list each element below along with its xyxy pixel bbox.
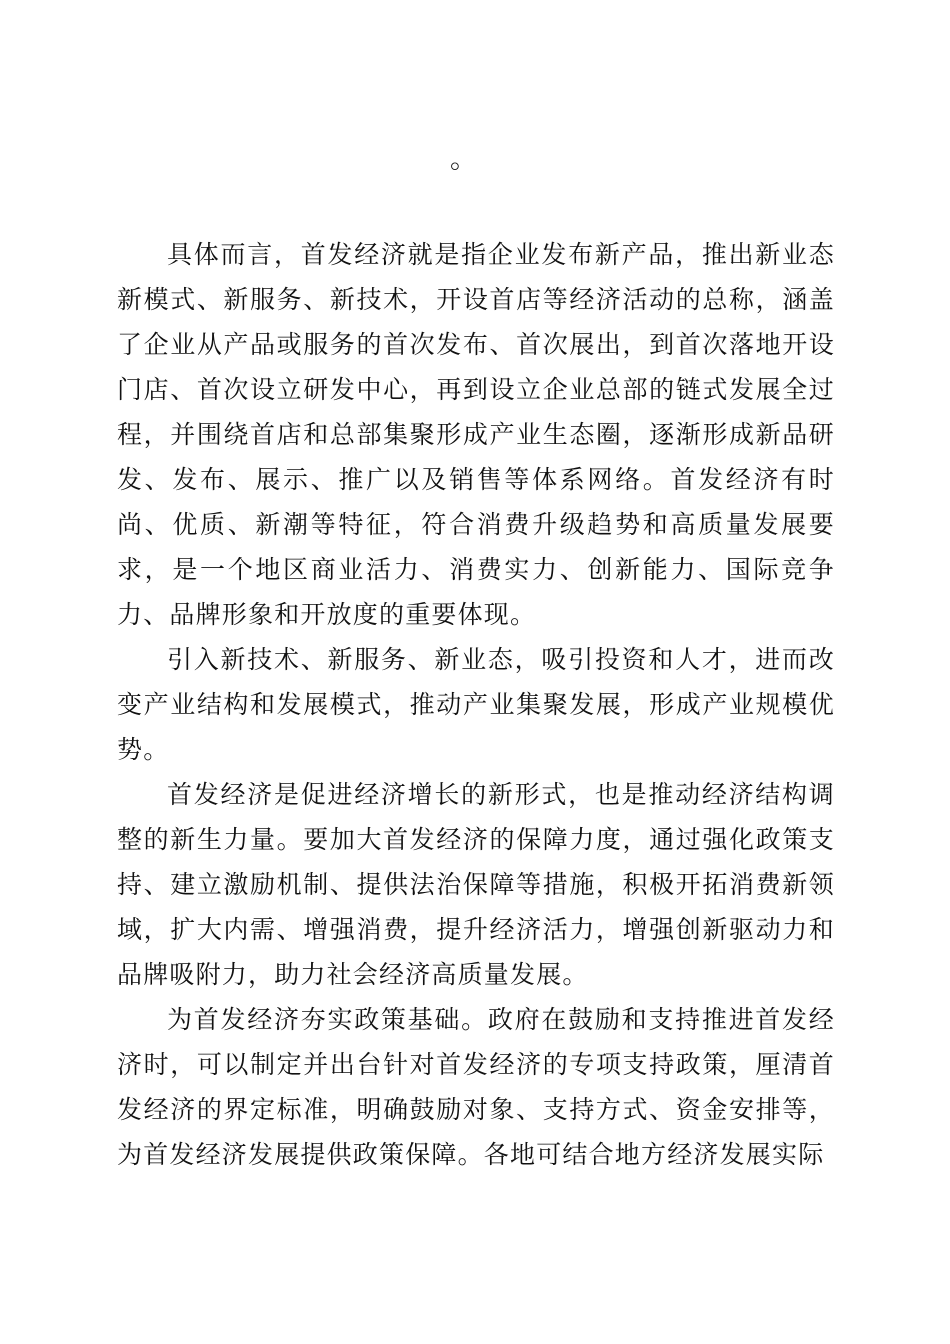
paragraph-policy: 为首发经济夯实政策基础。政府在鼓励和支持推进首发经济时，可以制定并出台针对首发经济的专项支持政策，厘清首发经济的界定标准，明确鼓励对象、支持方式、资金安排等，为首发经济发展提供政策保障。各地可结合地方经济发展实际 xyxy=(117,1005,835,1169)
paragraph-industry-impact: 引入新技术、新服务、新业态，吸引投资和人才，进而改变产业结构和发展模式，推动产业集聚发展，形成产业规模优势。 xyxy=(117,645,835,764)
paragraph-definition: 具体而言，首发经济就是指企业发布新产品，推出新业态新模式、新服务、新技术，开设首店等经济活动的总称，涵盖了企业从产品或服务的首次发布、首次展出，到首次落地开设门店、首次设立研发中心，再到设立企业总部的链式发展全过程，并围绕首店和总部集聚形成产业生态圈，逐渐形成新品研发、发布、展示、推广以及销售等体系网络。首发经济有时尚、优质、新潮等特征，符合消费升级趋势和高质量发展要求，是一个地区商业活力、消费实力、创新能力、国际竞争力、品牌形象和开放度的重要体现。 xyxy=(117,240,835,629)
stray-period-mark: 。 xyxy=(450,144,477,175)
article-body xyxy=(117,232,835,1177)
paragraph-growth: 首发经济是促进经济增长的新形式，也是推动经济结构调整的新生力量。要加大首发经济的保障力度，通过强化政策支持、建立激励机制、提供法治保障等措施，积极开拓消费新领域，扩大内需、增强消费，提升经济活力，增强创新驱动力和品牌吸附力，助力社会经济高质量发展。 xyxy=(117,780,835,989)
